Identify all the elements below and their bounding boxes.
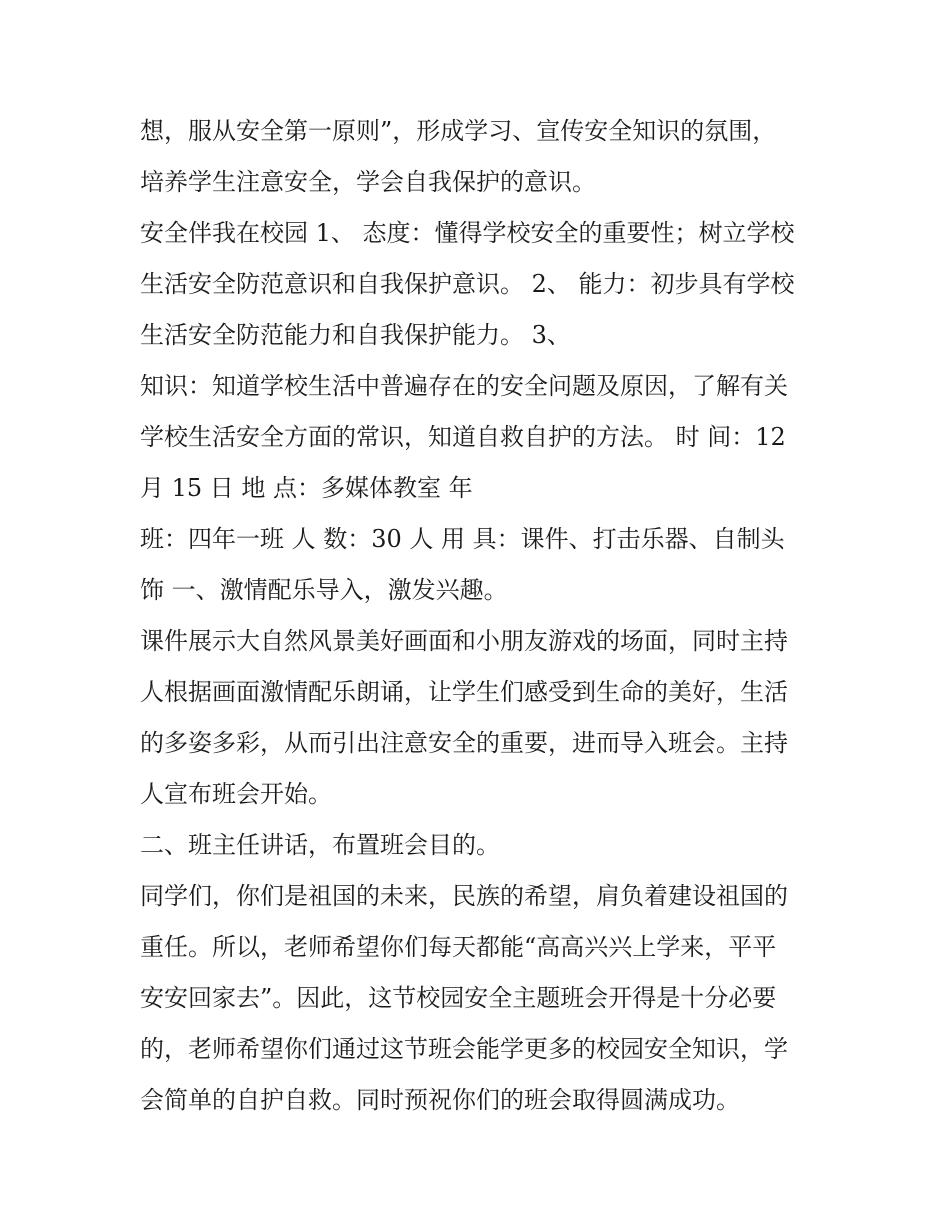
text-line: 二、班主任讲话，布置班会目的。 (140, 831, 500, 859)
text-line: 班：四年一班 人 数：30 人 用 具：课件、打击乐器、自制头 (140, 525, 785, 553)
text-line: 学校生活安全方面的常识，知道自救自护的方法。 时 间：12 (140, 423, 786, 451)
text-line: 生活安全防范意识和自我保护意识。 2、 能力：初步具有学校 (140, 270, 795, 298)
text-line: 安安回家去”。因此，这节校园安全主题班会开得是十分必要 (140, 984, 777, 1012)
text-line: 知识：知道学校生活中普遍存在的安全问题及原因，了解有关 (140, 372, 788, 400)
text-line: 生活安全防范能力和自我保护能力。 3、 (140, 321, 571, 349)
text-line: 的，老师希望你们通过这节班会能学更多的校园安全知识，学 (140, 1035, 788, 1063)
text-line: 月 15 日 地 点：多媒体教室 年 (140, 474, 473, 502)
text-line: 培养学生注意安全，学会自我保护的意识。 (140, 168, 596, 196)
text-line: 会简单的自护自救。同时预祝你们的班会取得圆满成功。 (140, 1086, 740, 1114)
text-line: 人根据画面激情配乐朗诵，让学生们感受到生命的美好，生活 (140, 678, 788, 706)
text-line: 重任。所以，老师希望你们每天都能“高高兴兴上学来，平平 (140, 933, 777, 961)
text-line: 课件展示大自然风景美好画面和小朋友游戏的场面，同时主持 (140, 627, 788, 655)
text-line: 安全伴我在校园 1、 态度：懂得学校安全的重要性；树立学校 (140, 219, 795, 247)
body-text (140, 106, 820, 1126)
text-line: 想，服从安全第一原则”，形成学习、宣传安全知识的氛围， (140, 117, 777, 145)
text-line: 同学们，你们是祖国的未来，民族的希望，肩负着建设祖国的 (140, 882, 788, 910)
text-line: 饰 一、激情配乐导入，激发兴趣。 (140, 576, 508, 604)
text-line: 的多姿多彩，从而引出注意安全的重要，进而导入班会。主持 (140, 729, 788, 757)
text-line: 人宣布班会开始。 (140, 780, 332, 808)
